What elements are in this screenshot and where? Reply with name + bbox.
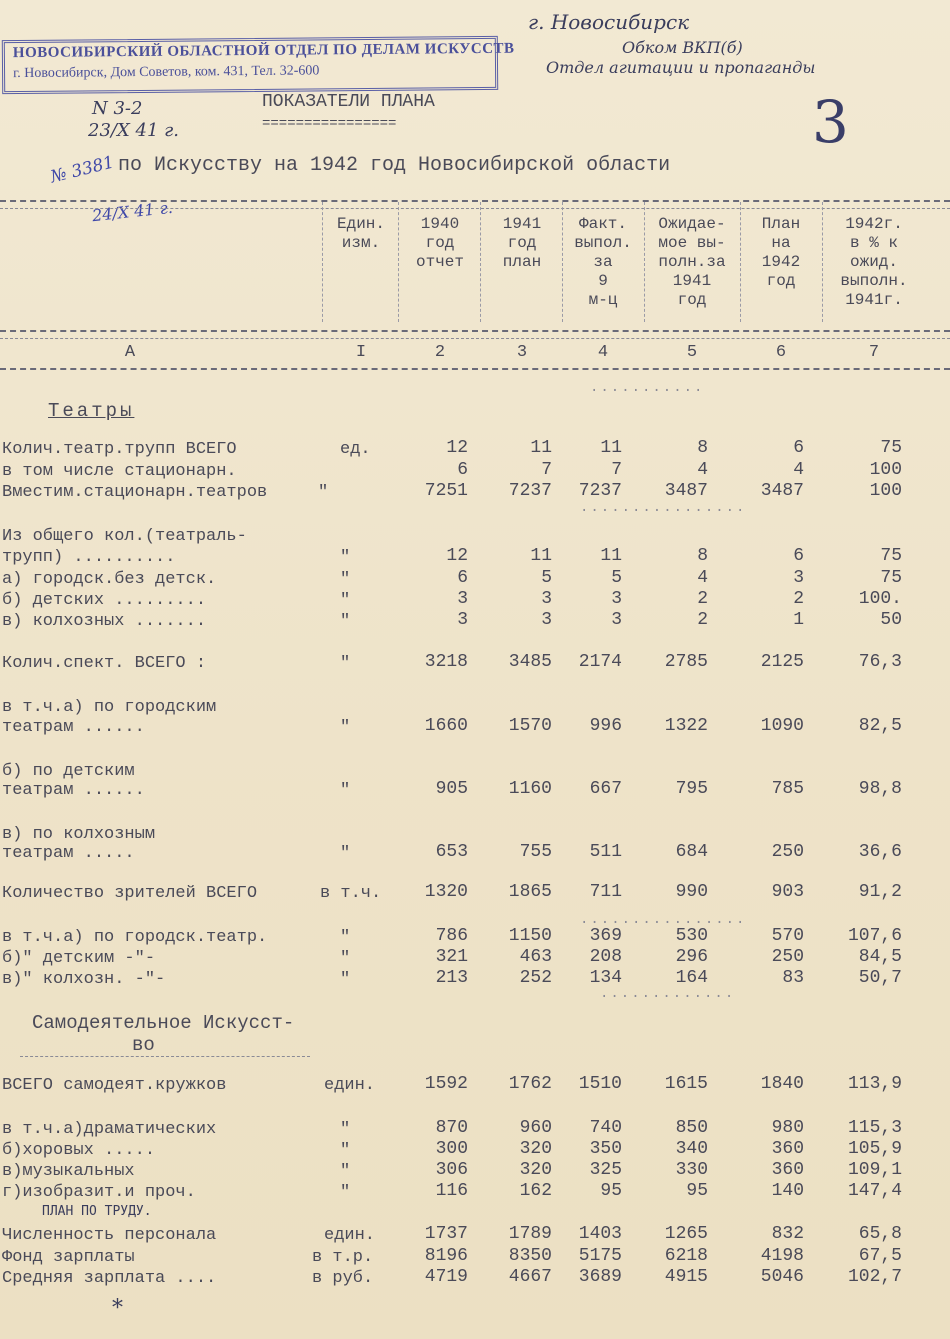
handwritten-labor-plan: ПЛАН ПО ТРУДУ. [42, 1204, 152, 1219]
colnum-a: А [124, 343, 136, 362]
row-value: 296 [675, 947, 708, 967]
row-value: 147,4 [847, 1181, 902, 1201]
handwritten-obkom: Обком ВКП(б) [622, 38, 743, 57]
row-label: Численность персонала [2, 1226, 217, 1245]
row-value: 8 [697, 546, 708, 566]
header-1941-plan: 1941 год план [502, 215, 542, 271]
row-value: 1660 [424, 716, 468, 736]
row-value: 1160 [508, 779, 552, 799]
column-divider [562, 202, 563, 322]
row-value: 711 [589, 882, 622, 902]
dotted-guide: ................ [580, 912, 747, 928]
row-label: Колич.театр.трупп ВСЕГО [2, 440, 237, 459]
row-value: 2785 [664, 652, 708, 672]
header-bottom-rule-2 [0, 338, 950, 339]
row-value: 140 [771, 1181, 804, 1201]
row-value: 3487 [760, 481, 804, 501]
row-value: 8 [697, 438, 708, 458]
row-value: 115,3 [847, 1118, 902, 1138]
row-label: Количество зрителей ВСЕГО [2, 884, 258, 903]
row-value: 50,7 [858, 968, 902, 988]
row-value: 100 [869, 481, 902, 501]
colnum-1: I [355, 343, 367, 362]
row-value: 325 [589, 1160, 622, 1180]
handwritten-date: 23/X 41 г. [88, 120, 179, 141]
document-title: ПОКАЗАТЕЛИ ПЛАНА [262, 92, 435, 112]
row-value: 4198 [760, 1246, 804, 1266]
row-value: 4667 [508, 1267, 552, 1287]
row-value: 832 [771, 1224, 804, 1244]
row-label: театрам ...... [2, 781, 145, 800]
row-value: 11 [530, 546, 552, 566]
row-value: 740 [589, 1118, 622, 1138]
row-value: 905 [435, 779, 468, 799]
row-value: 5 [541, 568, 552, 588]
row-label: Вместим.стационарн.театров [2, 483, 268, 502]
row-value: 3 [457, 610, 468, 630]
row-value: 3 [611, 589, 622, 609]
handwritten-asterisk: * [112, 1296, 123, 1321]
row-value: 5046 [760, 1267, 804, 1287]
row-value: 2 [793, 589, 804, 609]
row-value: 102,7 [847, 1267, 902, 1287]
title-underline: ================ [262, 116, 397, 132]
row-value: 7237 [508, 481, 552, 501]
row-label: театрам ...... [2, 718, 145, 737]
row-value: 11 [600, 546, 622, 566]
row-value: 7 [611, 460, 622, 480]
row-value: 7251 [424, 481, 468, 501]
row-value: 360 [771, 1139, 804, 1159]
stamp-line-2: г. Новосибирск, Дом Советов, ком. 431, Тел. 32-600 [13, 63, 320, 82]
row-value: 2174 [578, 652, 622, 672]
row-value: 95 [600, 1181, 622, 1201]
row-value: 65,8 [858, 1224, 902, 1244]
row-unit: " [340, 1141, 351, 1160]
row-label: в) колхозных ....... [2, 612, 207, 631]
row-value: 50 [880, 610, 902, 630]
row-label: Колич.спект. ВСЕГО : [2, 654, 207, 673]
handwritten-department: Отдел агитации и пропаганды [546, 58, 816, 77]
row-value: 8196 [424, 1246, 468, 1266]
header-plan-1942: План на 1942 год [761, 215, 801, 290]
row-label: Из общего кол.(театраль- [2, 527, 247, 546]
row-value: 1403 [578, 1224, 622, 1244]
row-value: 1 [793, 610, 804, 630]
row-unit: един. [324, 1076, 376, 1095]
row-unit: " [340, 949, 351, 968]
handwritten-registration-date: 24/X 41 г. [91, 197, 174, 226]
section-amateur-underline [20, 1056, 310, 1057]
header-top-rule [0, 200, 950, 202]
row-label: б)" детским -"- [2, 949, 156, 968]
row-value: 3 [541, 589, 552, 609]
row-label: в т.ч.а) по городским [2, 698, 217, 717]
row-value: 321 [435, 947, 468, 967]
row-value: 369 [589, 926, 622, 946]
colnum-3: 3 [516, 343, 528, 362]
row-value: 6218 [664, 1246, 708, 1266]
row-unit: един. [324, 1226, 376, 1245]
stamp-line-1: НОВОСИБИРСКИЙ ОБЛАСТНОЙ ОТДЕЛ ПО ДЕЛАМ ИСКУССТВ [12, 40, 515, 62]
row-label: Фонд зарплаты [2, 1248, 135, 1267]
row-label: Средняя зарплата .... [2, 1269, 217, 1288]
row-label: ВСЕГО самодеят.кружков [2, 1076, 227, 1095]
row-value: 3 [793, 568, 804, 588]
row-value: 350 [589, 1139, 622, 1159]
header-bottom-rule [0, 330, 950, 332]
row-value: 786 [435, 926, 468, 946]
row-value: 330 [675, 1160, 708, 1180]
row-value: 12 [446, 546, 468, 566]
row-value: 1615 [664, 1074, 708, 1094]
handwritten-registration-number: № 3381 [48, 152, 117, 188]
section-theatres: Театры [48, 400, 135, 422]
row-value: 1510 [578, 1074, 622, 1094]
row-value: 306 [435, 1160, 468, 1180]
row-value: 684 [675, 842, 708, 862]
row-label: в)" колхозн. -"- [2, 970, 166, 989]
row-value: 11 [530, 438, 552, 458]
row-value: 2 [697, 610, 708, 630]
row-value: 75 [880, 546, 902, 566]
row-value: 1737 [424, 1224, 468, 1244]
row-value: 570 [771, 926, 804, 946]
row-label: б) детских ......... [2, 591, 207, 610]
row-value: 4 [697, 568, 708, 588]
section-amateur-line-1: Самодеятельное Искусст- [32, 1012, 295, 1034]
row-value: 667 [589, 779, 622, 799]
column-divider [480, 202, 481, 322]
row-label: б) по детским [2, 762, 135, 781]
row-value: 960 [519, 1118, 552, 1138]
row-unit: " [340, 718, 351, 737]
row-unit: ед. [340, 440, 371, 459]
row-value: 105,9 [847, 1139, 902, 1159]
row-unit: " [340, 548, 351, 567]
row-value: 1570 [508, 716, 552, 736]
row-value: 36,6 [858, 842, 902, 862]
row-value: 113,9 [847, 1074, 902, 1094]
row-value: 795 [675, 779, 708, 799]
row-value: 996 [589, 716, 622, 736]
row-unit: " [340, 970, 351, 989]
row-label: в т.ч.а) по городск.театр. [2, 928, 268, 947]
row-value: 252 [519, 968, 552, 988]
row-value: 75 [880, 438, 902, 458]
dotted-guide: ................ [580, 500, 747, 516]
dotted-guide: ........... [590, 380, 705, 396]
row-value: 2125 [760, 652, 804, 672]
row-value: 75 [880, 568, 902, 588]
row-label: б)хоровых ..... [2, 1141, 156, 1160]
header-expected-1941: Ожидае- мое вы- полн.за 1941 год [658, 215, 726, 309]
row-value: 6 [457, 568, 468, 588]
row-value: 320 [519, 1160, 552, 1180]
row-value: 11 [600, 438, 622, 458]
row-value: 162 [519, 1181, 552, 1201]
row-value: 1789 [508, 1224, 552, 1244]
row-value: 1762 [508, 1074, 552, 1094]
row-label: в том числе стационарн. [2, 462, 237, 481]
row-value: 250 [771, 947, 804, 967]
header-unit: Един. изм. [336, 215, 385, 252]
row-value: 300 [435, 1139, 468, 1159]
row-unit: " [340, 928, 351, 947]
row-value: 6 [457, 460, 468, 480]
colnum-7: 7 [868, 343, 880, 362]
colnum-2: 2 [434, 343, 446, 362]
handwritten-city: г. Новосибирск [528, 10, 690, 34]
row-value: 320 [519, 1139, 552, 1159]
row-value: 463 [519, 947, 552, 967]
row-value: 6 [793, 438, 804, 458]
row-value: 95 [686, 1181, 708, 1201]
row-value: 1592 [424, 1074, 468, 1094]
row-unit: " [340, 612, 351, 631]
row-label: в т.ч.а)драматических [2, 1120, 217, 1139]
header-1940-report: 1940 год отчет [415, 215, 464, 271]
row-unit: " [340, 570, 351, 589]
row-value: 134 [589, 968, 622, 988]
row-label: г)изобразит.и проч. [2, 1183, 196, 1202]
row-value: 870 [435, 1118, 468, 1138]
row-value: 100 [869, 460, 902, 480]
row-unit: в т.ч. [320, 884, 382, 903]
dotted-guide: ............. [600, 986, 736, 1002]
row-value: 250 [771, 842, 804, 862]
row-value: 7237 [578, 481, 622, 501]
row-value: 208 [589, 947, 622, 967]
column-divider [822, 202, 823, 322]
row-value: 4719 [424, 1267, 468, 1287]
row-value: 755 [519, 842, 552, 862]
row-unit: " [340, 1183, 351, 1202]
row-value: 213 [435, 968, 468, 988]
row-value: 653 [435, 842, 468, 862]
department-stamp [2, 36, 515, 94]
row-value: 4 [793, 460, 804, 480]
colnum-5: 5 [686, 343, 698, 362]
column-divider [322, 202, 323, 322]
row-value: 785 [771, 779, 804, 799]
header-percent-1942: 1942г. в % к ожид. выполн. 1941г. [840, 215, 908, 309]
column-divider [398, 202, 399, 322]
header-top-rule-2 [0, 208, 950, 209]
row-unit: " [340, 591, 351, 610]
row-unit: в т.р. [312, 1248, 374, 1267]
row-value: 76,3 [858, 652, 902, 672]
row-value: 7 [541, 460, 552, 480]
row-value: 91,2 [858, 882, 902, 902]
row-value: 3487 [664, 481, 708, 501]
row-value: 107,6 [847, 926, 902, 946]
row-value: 3 [457, 589, 468, 609]
row-value: 3 [611, 610, 622, 630]
row-value: 3 [541, 610, 552, 630]
row-label: в)музыкальных [2, 1162, 135, 1181]
colnum-bottom-rule [0, 368, 950, 370]
row-value: 1265 [664, 1224, 708, 1244]
column-divider [644, 202, 645, 322]
handwritten-reference: N 3-2 [92, 98, 143, 119]
row-label: трупп) .......... [2, 548, 176, 567]
row-unit: " [340, 654, 351, 673]
row-unit: " [318, 483, 329, 502]
row-value: 1840 [760, 1074, 804, 1094]
row-value: 5 [611, 568, 622, 588]
row-value: 3689 [578, 1267, 622, 1287]
row-value: 98,8 [858, 779, 902, 799]
document-subtitle: по Искусству на 1942 год Новосибирской области [118, 154, 671, 177]
column-divider [740, 202, 741, 322]
row-label: в) по колхозным [2, 825, 156, 844]
row-value: 3218 [424, 652, 468, 672]
row-value: 1150 [508, 926, 552, 946]
row-value: 3485 [508, 652, 552, 672]
row-label: а) городск.без детск. [2, 570, 217, 589]
row-unit: " [340, 844, 351, 863]
row-value: 109,1 [847, 1160, 902, 1180]
row-value: 1865 [508, 882, 552, 902]
row-value: 100. [858, 589, 902, 609]
row-value: 980 [771, 1118, 804, 1138]
row-value: 116 [435, 1181, 468, 1201]
row-value: 8350 [508, 1246, 552, 1266]
row-value: 340 [675, 1139, 708, 1159]
row-value: 12 [446, 438, 468, 458]
row-unit: " [340, 1120, 351, 1139]
row-value: 83 [782, 968, 804, 988]
colnum-6: 6 [775, 343, 787, 362]
colnum-4: 4 [597, 343, 609, 362]
row-value: 1320 [424, 882, 468, 902]
row-unit: в руб. [312, 1269, 374, 1288]
row-label: театрам ..... [2, 844, 135, 863]
section-amateur-line-2: во [132, 1034, 155, 1056]
row-value: 67,5 [858, 1246, 902, 1266]
row-value: 5175 [578, 1246, 622, 1266]
row-value: 82,5 [858, 716, 902, 736]
row-unit: " [340, 1162, 351, 1181]
row-value: 511 [589, 842, 622, 862]
row-value: 4 [697, 460, 708, 480]
row-value: 1090 [760, 716, 804, 736]
row-value: 903 [771, 882, 804, 902]
row-value: 2 [697, 589, 708, 609]
row-value: 84,5 [858, 947, 902, 967]
row-value: 4915 [664, 1267, 708, 1287]
row-value: 6 [793, 546, 804, 566]
header-actual-9-months: Факт. выпол. за 9 м-ц [574, 215, 632, 309]
row-unit: " [340, 781, 351, 800]
row-value: 164 [675, 968, 708, 988]
row-value: 990 [675, 882, 708, 902]
row-value: 360 [771, 1160, 804, 1180]
row-value: 530 [675, 926, 708, 946]
row-value: 1322 [664, 716, 708, 736]
row-value: 850 [675, 1118, 708, 1138]
handwritten-page-number: 3 [812, 88, 849, 156]
